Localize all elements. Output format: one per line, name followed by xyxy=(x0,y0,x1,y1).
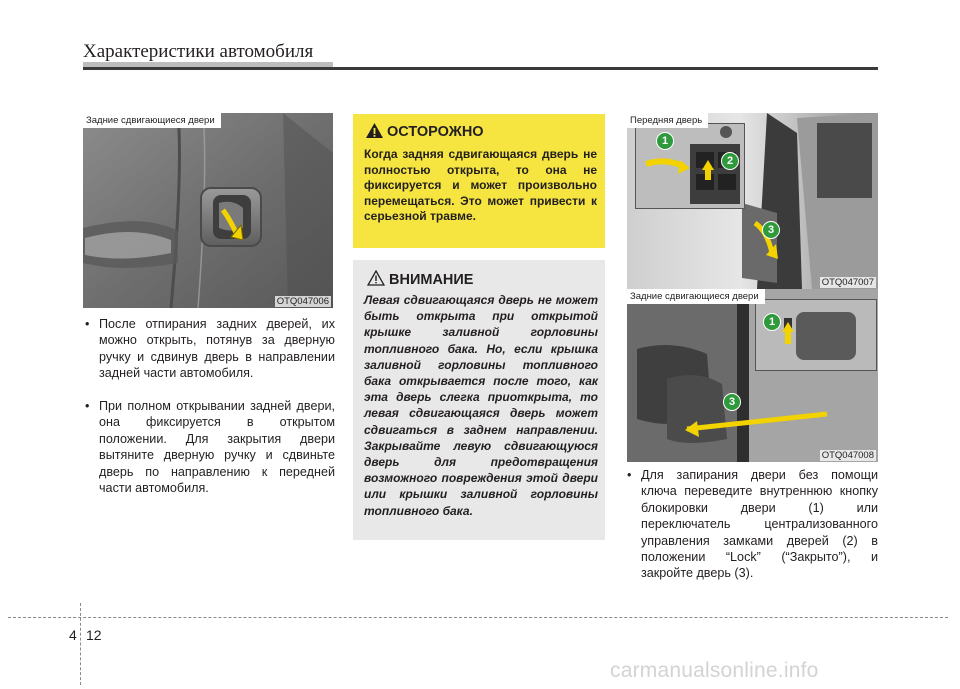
front-door-photo xyxy=(627,113,878,289)
notice-triangle-icon xyxy=(367,270,385,286)
notice-box xyxy=(353,260,605,540)
callout-marker-1: 1 xyxy=(763,313,781,331)
caution-box xyxy=(353,114,605,248)
footer-divider xyxy=(80,603,81,685)
notice-text: Левая сдвигающаяся дверь не может быть открыта при открытой крышке заливной горловины топливного бака. Но, если крышка заливной горловины топливного бака открывается после того, как эта дверь слегка приоткрыта, то левая сдвигающаяся дверь может сдвигаться в заднем направлении. Закрывайте левую сдвигающуюся дверь для предотвращения возможного повреждения этой двери или крышки заливной горловины топливного бака. xyxy=(364,293,598,518)
paragraph-lock-without-key xyxy=(627,467,878,582)
bullet-marker: • xyxy=(627,468,632,482)
paragraph-text: При полном открывании задней двери, она фиксируется в открытом положении. Для закрытия двери вытяните дверную ручку и сдвиньте дверь по направлению к передней части автомобиля. xyxy=(99,399,335,496)
caution-heading: ОСТОРОЖНО xyxy=(387,124,484,140)
paragraph-text: После отпирания задних дверей, их можно открыть, потянув за дверную ручку и сдвинув дверь в направлении задней части автомобиля. xyxy=(99,317,335,381)
bullet-marker: • xyxy=(85,317,90,331)
chapter-number: 4 xyxy=(69,627,77,643)
sliding-door-handle-photo xyxy=(83,113,333,308)
page-header-title: Характеристики автомобиля xyxy=(83,41,314,62)
callout-marker-1: 1 xyxy=(656,132,674,150)
notice-heading: ВНИМАНИЕ xyxy=(389,272,474,288)
watermark: carmanualsonline.info xyxy=(610,659,819,682)
rear-lock-knob-illustration xyxy=(756,300,876,370)
photo-label: Задние сдвигающиеся двери xyxy=(627,289,765,304)
bullet-marker: • xyxy=(85,399,90,413)
footer-rule xyxy=(8,617,948,618)
page-number: 12 xyxy=(86,627,102,643)
header-rule xyxy=(83,67,878,70)
photo-label: Передняя дверь xyxy=(627,113,708,128)
warning-triangle-icon xyxy=(365,122,384,139)
photo-code: OTQ047008 xyxy=(821,450,874,461)
rear-lock-inset xyxy=(755,299,877,371)
callout-marker-2: 2 xyxy=(721,152,739,170)
paragraph-open-rear-door xyxy=(85,316,335,382)
photo-label: Задние сдвигающиеся двери xyxy=(83,113,221,128)
photo-code: OTQ047006 xyxy=(276,296,329,307)
callout-marker-3: 3 xyxy=(723,393,741,411)
callout-marker-3: 3 xyxy=(762,221,780,239)
photo-code: OTQ047007 xyxy=(821,277,874,288)
caution-text: Когда задняя сдвигающаяся дверь не полностью открыта, то она не фиксируется и может произвольно перемещаться. Это может привести к серьезной травме. xyxy=(364,147,597,224)
door-handle-illustration xyxy=(83,113,333,308)
rear-sliding-door-photo xyxy=(627,289,878,462)
paragraph-close-rear-door xyxy=(85,398,335,496)
paragraph-text: Для запирания двери без помощи ключа переведите внутреннюю кнопку блокировки двери (1) или переключатель централизованного управления замками дверей (2) в положении “Lock” (“Закрыто”), и закройте дверь (3). xyxy=(641,468,878,581)
